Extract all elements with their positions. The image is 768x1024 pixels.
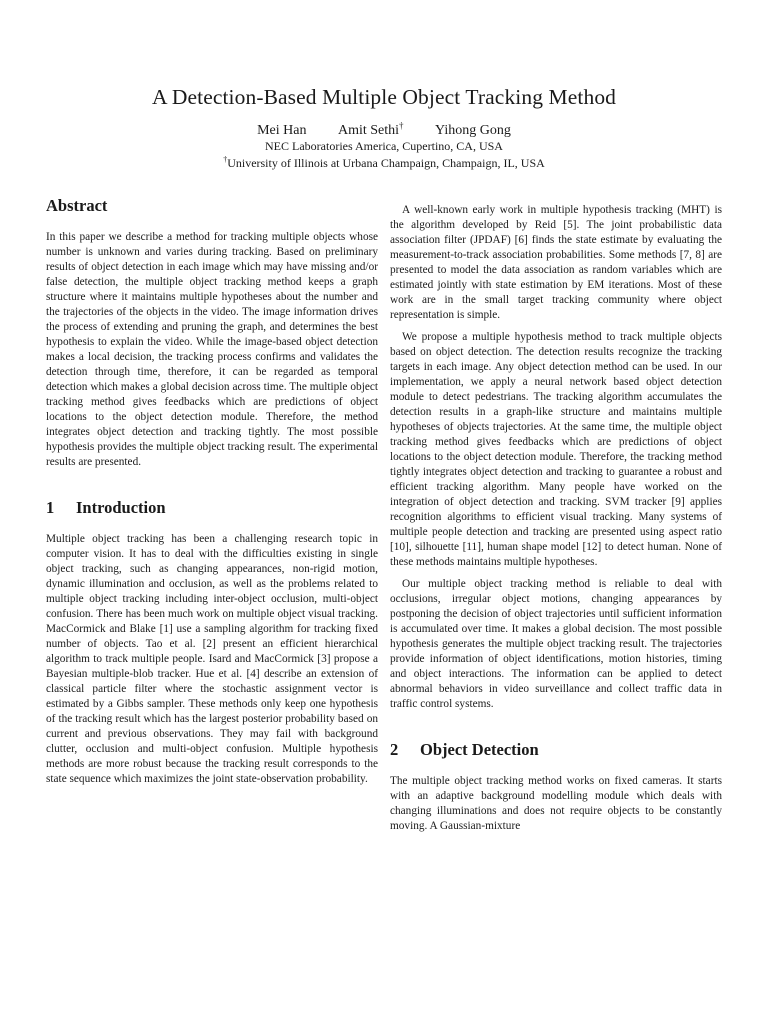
affiliation [0,155,768,171]
author-name: Mei Han [257,122,307,138]
author [337,120,404,138]
section-title: Introduction [76,498,166,517]
paragraph: The multiple object tracking method works on fixed cameras. It starts with an adaptive background modelling module which deals with changing illuminations and does not require objects to be constantly moving. A Gaussian-mixture [390,775,722,832]
author [435,123,511,138]
section-heading [390,742,722,757]
author-name: Yihong Gong [435,122,511,138]
section-heading [46,500,378,515]
affiliation-text: University of Illinois at Urbana Champaign, Champaign, IL, USA [227,156,545,170]
section-title: Object Detection [420,740,539,759]
section-number: 1 [46,498,55,517]
left-column [46,198,378,787]
author-name: Amit Sethi [337,122,400,138]
right-column [390,203,722,834]
paper-title: A Detection-Based Multiple Object Tracking Method [151,85,617,109]
abstract-heading: Abstract [46,196,108,215]
paragraph: We propose a multiple hypothesis method to track multiple objects based on object detection. The detection results recognize the tracking targets in each image. Any object detection method can be used. In our implementation, we apply a neural network based object detection module to detect pedestrians. The tracking algorithm accumulates the detection results in a graph-like structure and maintains multiple hypotheses of objects trajectories. At the same time, the multiple object tracking method gives feedbacks which are predictions of object locations to the object detection module. Therefore, the tracking method tightly integrates object detection and tracking to guarantee a robust and efficient tracking algorithm. Many people have worked on the integration of object detection and tracking. SVM tracker [9] applies recognition algorithms to efficient visual tracking. Many systems of multiple people detection and tracking are presented using aspect ratio [10], silhouette [11], human shape model [12] to detect human. None of these methods maintains multiple hypotheses. [390,331,722,568]
author [257,123,306,138]
paragraph: Our multiple object tracking method is reliable to deal with occlusions, irregular object motions, changing appearances by postponing the decision of object trajectories until sufficient information is accumulated over time. It makes a global decision. The most possible hypothesis generates the multiple object tracking result. The trajectories provide information of object identifications, motion histories, timing and object interactions. The information can be applied to detect abnormal behaviors in video surveillance and collect traffic data in traffic control systems. [390,578,722,710]
section-number: 2 [390,740,399,759]
author-list [0,120,768,139]
abstract-text: In this paper we describe a method for tracking multiple objects whose number is unknown and varies during tracking. Based on preliminary results of object detection in each image which may have missing and/or false detection, the multiple object tracking method keeps a graph structure where it maintains multiple hypotheses about the number and the trajectories of the objects in the video. The image information drives the process of extending and pruning the graph, and determines the best hypothesis to explain the video. While the image-based object detection makes a local decision, the tracking process confirms and validates the detection through time, therefore, it can be regarded as temporal detection which makes a global decision across time. The multiple object tracking method gives feedbacks which are predictions of object locations to the object detection module. Therefore, the method integrates object detection and tracking tightly. The most possible hypothesis provides the multiple object tracking result. The experimental results are presented. [46,231,378,468]
affiliation-mark: † [223,155,228,164]
paragraph: Multiple object tracking has been a challenging research topic in computer vision. It has to deal with the difficulties existing in single object tracking, such as changing appearances, non-rigid motion, dynamic illumination and occlusion, as well as the problems related to multiple object tracking including inter-object occlusion, multi-object confusion. There has been much work on multiple object visual tracking. MacCormick and Blake [1] use a sampling algorithm for tracking fixed number of objects. Tao et al. [2] present an efficient hierarchical algorithm to track multiple people. Isard and MacCormick [3] propose a Bayesian multiple-blob tracker. Hue et al. [4] describe an extension of classical particle filter where the stochastic assignment vector is estimated by a Gibbs sampler. These methods only keep one hypothesis of the tracking result which has the largest posterior probability based on current and previous observations. They may fail with background clutter, occlusion and multi-object confusion. Multiple hypothesis methods are more robust because the tracking result corresponds to the state sequence which maximizes the joint state-observation probability. [46,533,378,785]
affiliation [0,138,768,154]
affiliation-text: NEC Laboratories America, Cupertino, CA, USA [265,139,503,153]
paragraph: A well-known early work in multiple hypothesis tracking (MHT) is the algorithm developed by Reid [5]. The joint probabilistic data association filter (JPDAF) [6] finds the state estimate by evaluating the measurement-to-track association probabilities. Some methods [7, 8] are presented to model the data association as random variables which are estimated jointly with state estimation by EM iterations. Most of these work are in the small target tracking community where object representation is simple. [390,204,722,321]
author-mark: † [399,120,404,130]
